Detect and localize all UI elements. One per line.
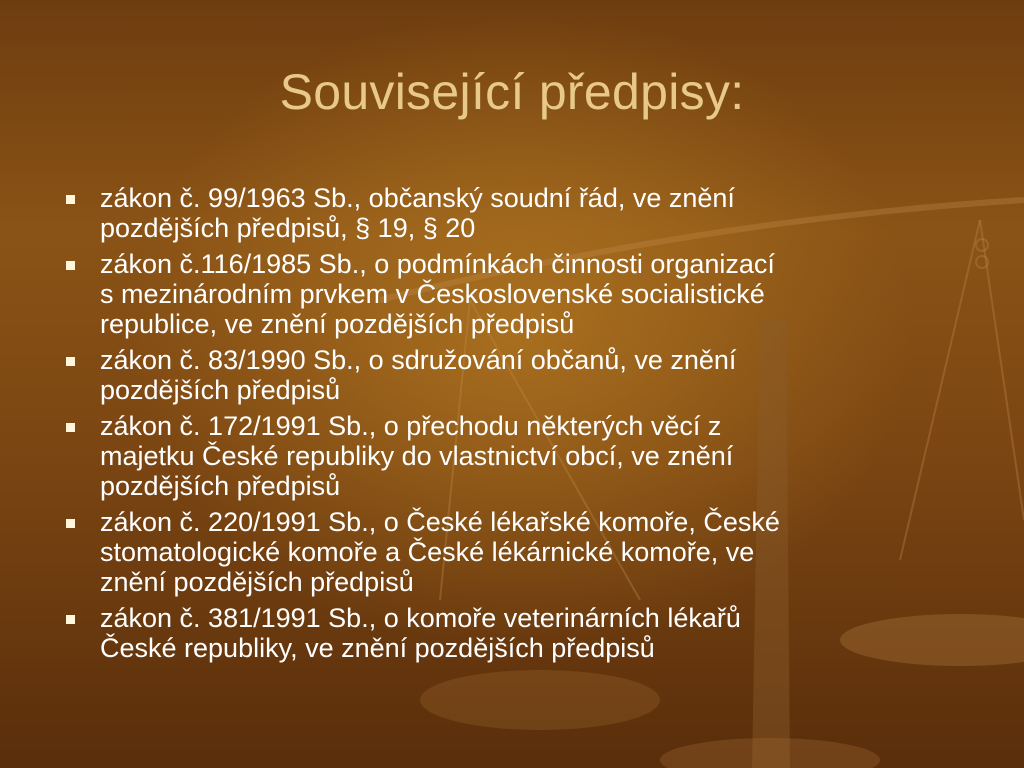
list-item: [62, 603, 962, 663]
bullet-icon: [66, 357, 75, 366]
list-item-line: stomatologické komoře a České lékárnické komoře, ve: [100, 537, 755, 567]
law-list: [62, 183, 962, 669]
list-item-line: zákon č. 99/1963 Sb., občanský soudní řád, ve znění: [100, 183, 735, 213]
list-item-line: zákon č.116/1985 Sb., o podmínkách činnosti organizací: [100, 249, 775, 279]
list-item: [62, 249, 962, 339]
list-item-line: znění pozdějších předpisů: [100, 567, 414, 597]
list-item-line: pozdějších předpisů: [100, 375, 341, 405]
list-item: [62, 507, 962, 597]
bullet-icon: [66, 261, 75, 270]
list-item-line: České republiky, ve znění pozdějších předpisů: [100, 633, 655, 663]
list-item-line: s mezinárodním prvkem v Československé socialistické: [100, 279, 765, 309]
bullet-icon: [66, 519, 75, 528]
list-item: [62, 411, 962, 501]
list-item: [62, 183, 962, 243]
list-item-line: zákon č. 220/1991 Sb., o České lékařské komoře, České: [100, 507, 780, 537]
list-item: [62, 345, 962, 405]
bullet-icon: [66, 195, 75, 204]
bullet-icon: [66, 423, 75, 432]
list-item-line: pozdějších předpisů, § 19, § 20: [100, 213, 476, 243]
slide-title: Související předpisy:: [279, 64, 745, 120]
list-item-line: zákon č. 172/1991 Sb., o přechodu některých věcí z: [100, 411, 722, 441]
list-item-line: republice, ve znění pozdějších předpisů: [100, 309, 575, 339]
list-item-line: pozdějších předpisů: [100, 471, 341, 501]
list-item-line: zákon č. 381/1991 Sb., o komoře veterinárních lékařů: [100, 603, 741, 633]
list-item-line: zákon č. 83/1990 Sb., o sdružování občanů, ve znění: [100, 345, 737, 375]
list-item-line: majetku České republiky do vlastnictví obcí, ve znění: [100, 441, 734, 471]
bullet-icon: [66, 615, 75, 624]
